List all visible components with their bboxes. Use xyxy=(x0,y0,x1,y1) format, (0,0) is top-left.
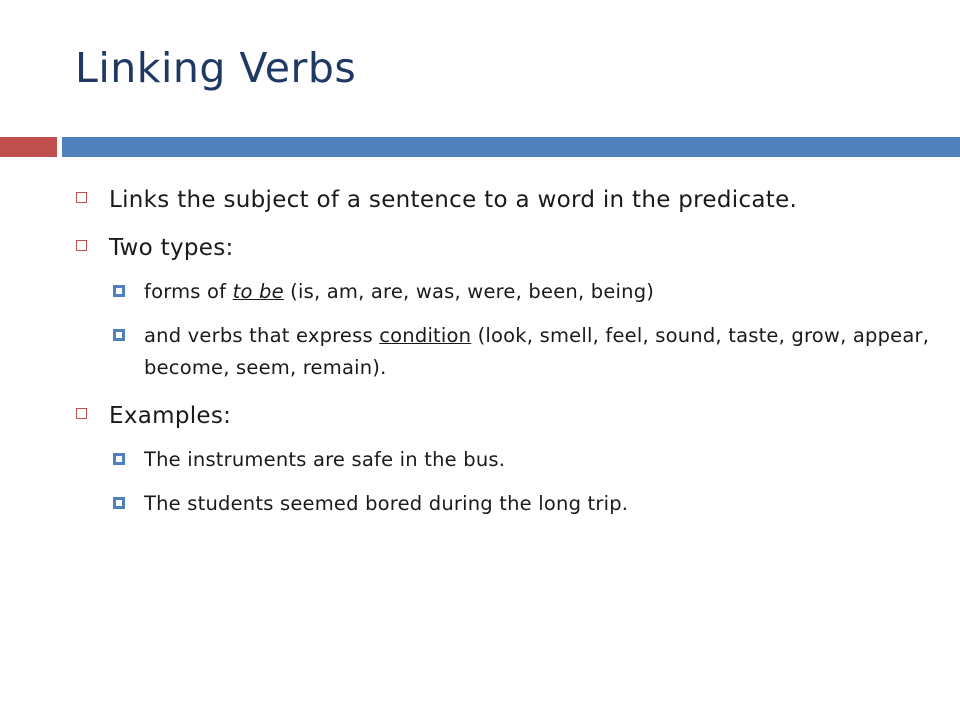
framed-square-bullet-icon xyxy=(113,497,125,509)
bullet-examples xyxy=(76,396,936,436)
framed-square-bullet-icon xyxy=(113,329,125,341)
hollow-square-bullet-icon xyxy=(76,192,87,203)
hollow-square-bullet-icon xyxy=(76,240,87,251)
bullet-two-types xyxy=(76,228,936,268)
framed-square-bullet-icon xyxy=(113,453,125,465)
bullet-definition xyxy=(76,180,936,220)
hollow-square-bullet-icon xyxy=(76,408,87,419)
condition-term: condition xyxy=(379,324,472,347)
title-accent-bar-blue xyxy=(62,137,960,157)
forms-prefix: forms of xyxy=(144,280,233,303)
to-be-term: to be xyxy=(232,280,284,303)
title-accent-bar-red xyxy=(0,137,57,157)
condition-prefix: and verbs that express xyxy=(144,324,380,347)
framed-square-bullet-icon xyxy=(113,285,125,297)
example-text: The instruments are safe in the bus. xyxy=(144,448,506,471)
definition-text: Links the subject of a sentence to a word in the predicate. xyxy=(109,187,798,213)
forms-rest: (is, am, are, was, were, been, being) xyxy=(283,280,655,303)
slide-title: Linking Verbs xyxy=(75,44,357,92)
two-types-label: Two types: xyxy=(109,235,234,261)
example-item xyxy=(113,444,936,476)
slide-content xyxy=(76,180,936,532)
condition-rest: (look, smell, feel, sound, taste, grow, appear, become, seem, remain). xyxy=(144,324,930,379)
example-item xyxy=(113,488,936,520)
examples-label: Examples: xyxy=(109,403,232,429)
sub-bullet-forms-of-to-be xyxy=(113,276,936,308)
sub-bullet-condition-verbs xyxy=(113,320,936,384)
example-text: The students seemed bored during the long trip. xyxy=(144,492,629,515)
